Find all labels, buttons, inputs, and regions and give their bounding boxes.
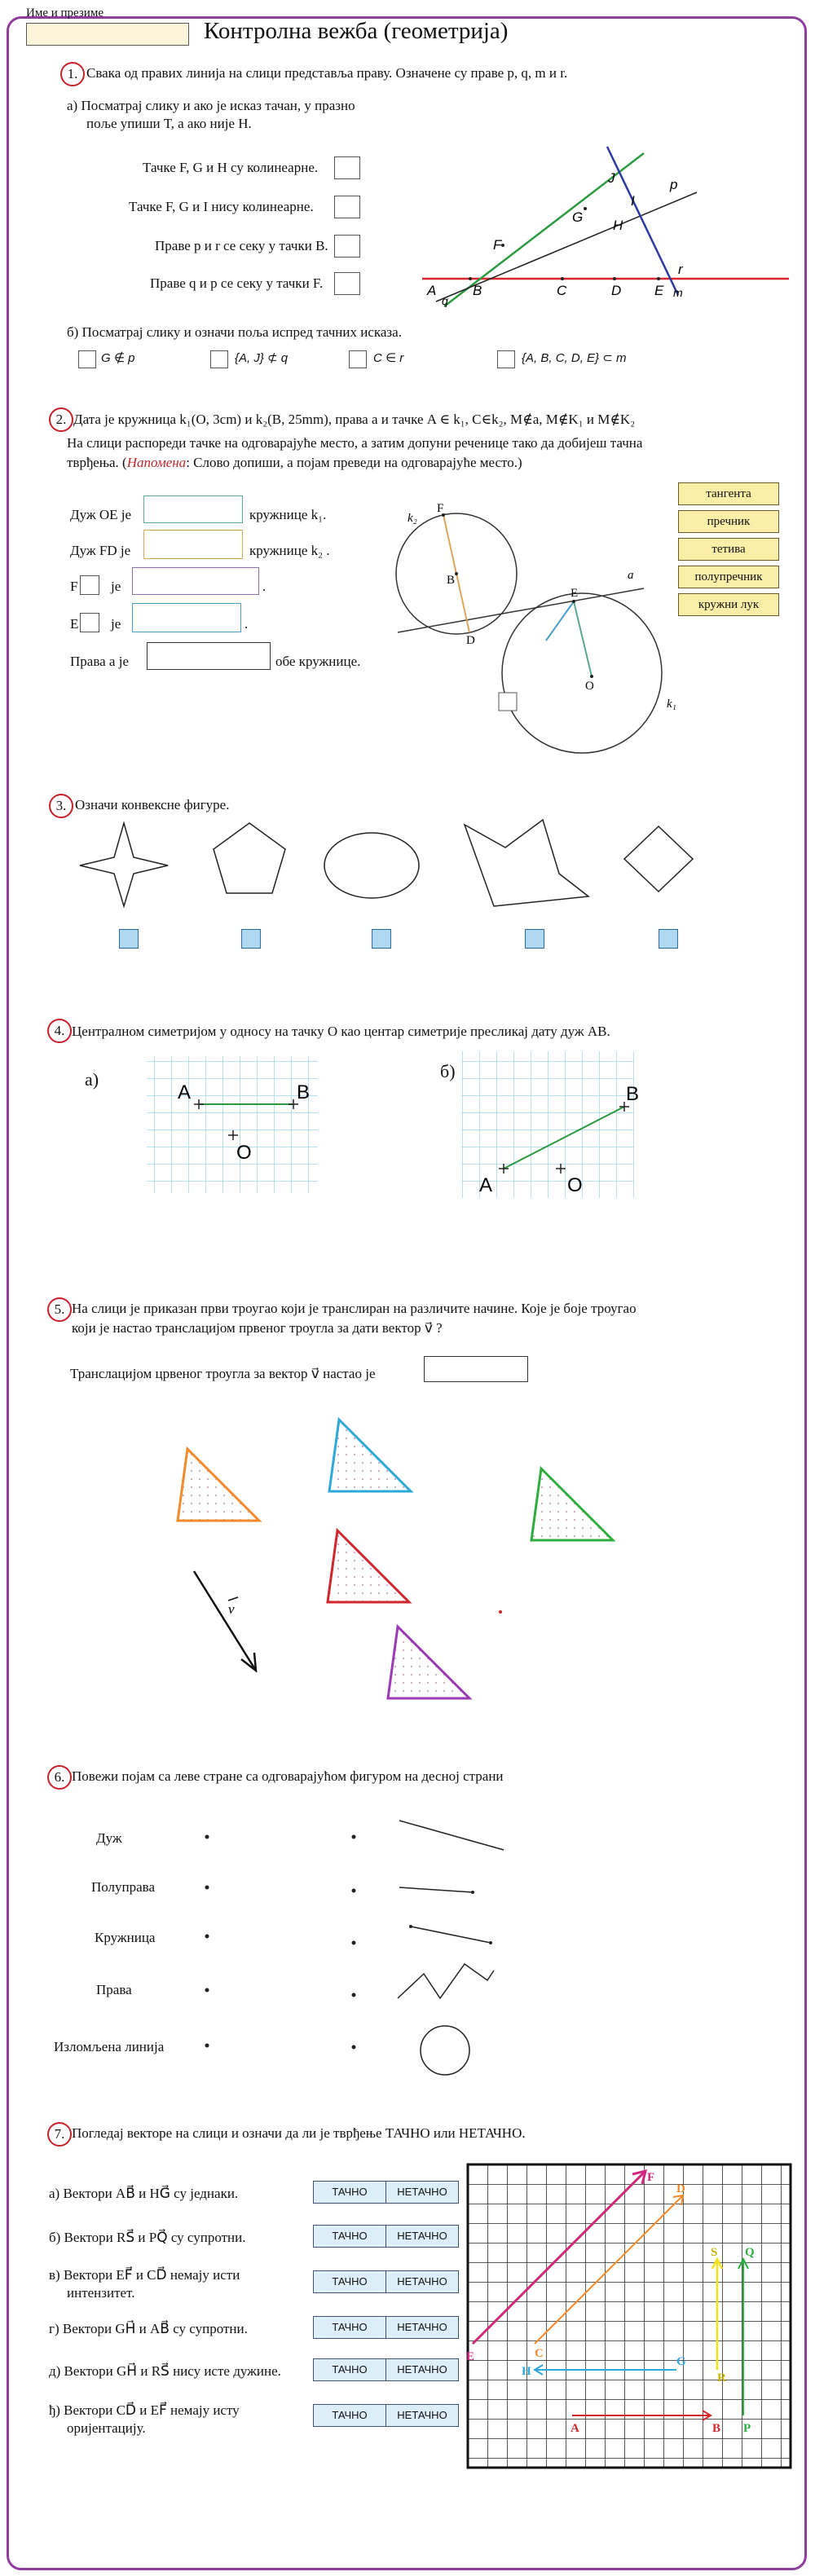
row-mid: је — [111, 616, 121, 632]
vector-label: v — [228, 1601, 235, 1617]
label-G: G — [572, 209, 584, 225]
row-label: E — [70, 616, 79, 632]
term-card[interactable]: кружни лук — [678, 593, 779, 616]
label-q: q — [442, 294, 448, 307]
row-post: кружнице k₁. — [249, 507, 327, 522]
label-Q: Q — [745, 2246, 755, 2259]
task-number: 1. — [60, 62, 85, 86]
label-k1: k₁ — [667, 698, 676, 711]
false-option[interactable]: НЕТАЧНО — [385, 2271, 458, 2292]
statement: оријентацију. — [67, 2420, 146, 2436]
label-D: D — [611, 283, 622, 298]
task-number: 3. — [49, 794, 73, 818]
label-H: H — [613, 218, 623, 233]
false-option[interactable]: НЕТАЧНО — [385, 2226, 458, 2247]
term-card[interactable]: пречник — [678, 510, 779, 533]
task3-text: Означи конвексне фигуре. — [75, 797, 230, 812]
label-B: B — [447, 574, 456, 587]
task7-text: Погледај векторе на слици и означи да ли је тврђење ТАЧНО или НЕТАЧНО. — [72, 2125, 526, 2141]
label-O: O — [567, 1174, 583, 1196]
task6-text: Повежи појам са леве стране са одговарајућом фигуром на десној страни — [72, 1768, 504, 1784]
statement: Праве q и p се секу у тачки F. — [150, 275, 324, 291]
label-P: P — [743, 2422, 751, 2435]
task-number: 2. — [49, 407, 73, 432]
term-item: Дуж — [96, 1830, 122, 1846]
false-option[interactable]: НЕТАЧНО — [385, 2405, 458, 2426]
task2-text3: тврђења. (Напомена: Слово допиши, а појам преведи на одговарајуће место.) — [67, 455, 522, 470]
option-text: C ∈ r — [373, 351, 404, 365]
label-F: F — [437, 502, 444, 515]
option-text: {A, B, C, D, E} ⊂ m — [522, 351, 627, 365]
false-option[interactable]: НЕТАЧНО — [385, 2317, 458, 2338]
option-text: G ∉ p — [101, 351, 135, 365]
term-item: Кружница — [95, 1930, 156, 1945]
term-item: Права — [96, 1982, 132, 1997]
label-a: a — [628, 569, 634, 582]
statement: Тачке F, G и I нису колинеарне. — [129, 199, 314, 214]
label-F: F — [493, 237, 502, 253]
true-option[interactable]: ТАЧНО — [314, 2405, 385, 2426]
label-A: A — [479, 1174, 493, 1196]
row-label: Дуж FD је — [70, 543, 131, 558]
true-option[interactable]: ТАЧНО — [314, 2271, 385, 2292]
task-number: 5. — [47, 1297, 72, 1322]
task1-a-text2: поље упиши Т, а ако није Н. — [86, 116, 252, 131]
label-R: R — [717, 2371, 726, 2384]
label-m: m — [673, 286, 683, 299]
true-option[interactable]: ТАЧНО — [314, 2182, 385, 2203]
statement: ђ) Вектори CD⃗ и EF⃗ немају исту — [49, 2402, 240, 2418]
task-number: 4. — [47, 1019, 72, 1043]
task1-b-text: б) Посматрај слику и означи поља испред тачних исказа. — [67, 324, 402, 340]
term-item: Полуправа — [91, 1879, 156, 1895]
option-text: {A, J} ⊄ q — [235, 351, 289, 365]
true-option[interactable]: ТАЧНО — [314, 2359, 385, 2380]
row-label: Дуж OE је — [70, 507, 132, 522]
label-J: J — [608, 170, 615, 186]
label-B: B — [473, 283, 482, 298]
row-post: кружнице k₂ . — [249, 543, 330, 558]
true-option[interactable]: ТАЧНО — [314, 2317, 385, 2338]
row-post: обе кружнице. — [275, 654, 361, 669]
false-option[interactable]: НЕТАЧНО — [385, 2182, 458, 2203]
label-C: C — [557, 283, 567, 298]
true-option[interactable]: ТАЧНО — [314, 2226, 385, 2247]
label-H: H — [522, 2365, 531, 2378]
statement: д) Вектори GH⃗ и RS⃗ нису исте дужине. — [49, 2363, 281, 2379]
term-card[interactable]: полупречник — [678, 566, 779, 588]
label-A: A — [427, 283, 437, 298]
label-k2: k₂ — [408, 512, 417, 525]
label-p: p — [670, 177, 678, 192]
label-E: E — [466, 2350, 475, 2363]
sub-a: а) — [85, 1069, 99, 1090]
task-number: 6. — [47, 1765, 72, 1790]
label-D: D — [466, 634, 475, 647]
task5-text2: који је настао транслацијом првеног троугла за дати вектор v⃗ ? — [72, 1320, 443, 1336]
false-option[interactable]: НЕТАЧНО — [385, 2359, 458, 2380]
statement: Тачке F, G и H су колинеарне. — [143, 160, 319, 175]
term-card[interactable]: тетива — [678, 538, 779, 561]
label-B: B — [712, 2422, 721, 2435]
label-A: A — [570, 2422, 579, 2435]
label-F: F — [647, 2171, 655, 2184]
statement: Праве p и r се секу у тачки B. — [155, 238, 328, 253]
task2-text1: Дата је кружница k₁(O, 3cm) и k₂(B, 25mm), права a и тачке A ∈ k₁, C∈k₂, M∉a, M∉K₁ и M∉K₂ — [73, 412, 636, 427]
label-S: S — [711, 2246, 718, 2259]
row-mid: је — [111, 579, 121, 594]
label-B: B — [626, 1083, 640, 1105]
row-post: . — [262, 579, 267, 594]
task1-text: Свака од правих линија на слици представља праву. Означене су праве p, q, m и r. — [86, 65, 568, 81]
row-post: . — [244, 616, 249, 632]
label-C: C — [535, 2347, 544, 2360]
row-label: Права a је — [70, 654, 129, 669]
statement: б) Вектори RS⃗ и PQ⃗ су супротни. — [49, 2230, 246, 2245]
label-E: E — [654, 283, 664, 298]
task4-text: Централном симетријом у односу на тачку O као центар симетрије пресликај дату дуж AB. — [72, 1024, 610, 1039]
statement: а) Вектори AB⃗ и HG⃗ су једнаки. — [49, 2186, 239, 2201]
statement: г) Вектори GH⃗ и AB⃗ су супротни. — [49, 2321, 248, 2336]
label-r: r — [678, 262, 683, 277]
task5-answer-label: Транслацијом црвеног троугла за вектор v⃗ настао је — [70, 1366, 376, 1381]
task2-text2: На слици распореди тачке на одговарајуће место, а затим допуни реченице тако да добијеш тачна — [67, 435, 643, 451]
page-title: Контролна вежба (геометрија) — [204, 18, 509, 44]
label-G: G — [676, 2355, 686, 2368]
statement: в) Вектори EF⃗ и CD⃗ немају исти — [49, 2267, 240, 2283]
statement: интензитет. — [67, 2285, 135, 2301]
label-I: I — [631, 193, 635, 209]
label-A: A — [178, 1081, 192, 1103]
label-D: D — [676, 2182, 685, 2195]
term-card[interactable]: тангента — [678, 482, 779, 505]
row-label: F — [70, 579, 78, 594]
label-O: O — [585, 680, 594, 693]
task1-a-text: а) Посматрај слику и ако је исказ тачан, у празно — [67, 98, 355, 113]
sub-b: б) — [440, 1061, 456, 1081]
name-label: Име и презиме — [26, 7, 104, 20]
label-O: O — [236, 1142, 252, 1164]
task5-text1: На слици је приказан први троугао који је транслиран на различите начине. Које је боје троугао — [72, 1301, 637, 1316]
label-B: B — [297, 1081, 311, 1103]
label-E: E — [570, 587, 579, 600]
task-number: 7. — [47, 2122, 72, 2147]
term-item: Изломљена линија — [54, 2039, 165, 2054]
